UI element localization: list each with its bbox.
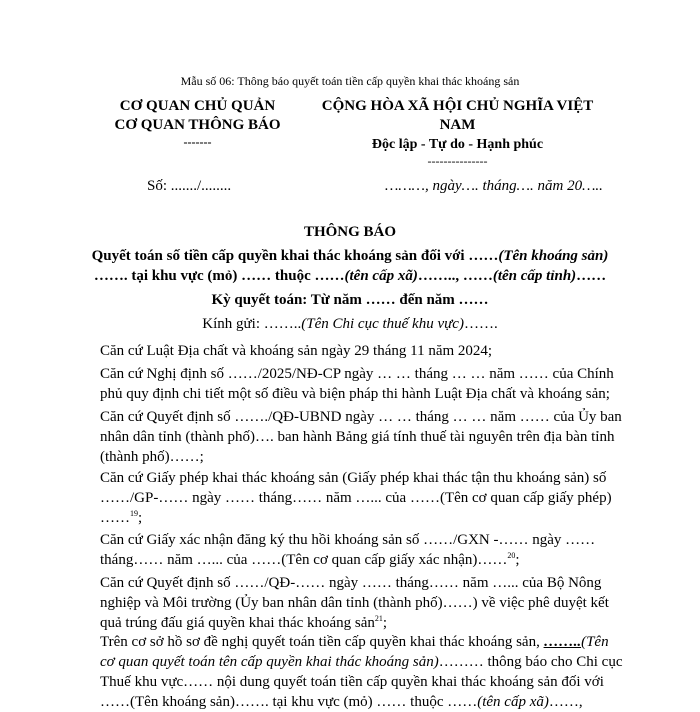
place-date: ………, ngày…. tháng…. năm 20….. <box>385 178 603 194</box>
parent-agency: CƠ QUAN CHỦ QUẢN <box>119 98 276 114</box>
notice-title: THÔNG BÁO <box>303 224 397 240</box>
basis-mining-license: Căn cứ Giấy phép khai thác khoáng sản (Giấy phép khai thác tận thu khoáng sản) số ……/GP-…… ngày …… tháng…… năm …... của ……(Tên cơ quan cấp giấy phép) ……$^{19}$; <box>100 470 612 526</box>
left-dashes: ------- <box>183 135 212 149</box>
form-title: Mẫu số 06: Thông báo quyết toán tiền cấp quyền khai thác khoáng sản <box>180 74 520 88</box>
document-number: Số: ......./........ <box>147 178 232 194</box>
national-motto: Độc lập - Tự do - Hạnh phúc <box>371 137 544 152</box>
national-header <box>300 97 615 168</box>
basis-auction-decision: Căn cứ Quyết định số ……/QĐ-…… ngày …… tháng…… năm …... của Bộ Nông nghiệp và Môi trường (Ủy ban nhân dân tỉnh (thành phố)……) về việc phê duyệt kết quả trúng đấu giá quyền khai thác khoáng sản$^{21}$; <box>100 575 609 631</box>
notice-body: Trên cơ sở hồ sơ đề nghị quyết toán tiền cấp quyền khai thác khoáng sản, ……..(Tên cơ quan quyết toán tên cấp quyền khai thác khoáng sản)……… thông báo cho Chi cục Thuế khu vực…… nội dung quyết toán tiền cấp quyền khai thác khoáng sản đối với ……(Tên khoáng sản)……. tại khu vực (mỏ) …… thuộc ……(tên cấp xã)……, <box>100 634 623 710</box>
agency-header <box>100 97 295 149</box>
country-name-line1: CỘNG HÒA XÃ HỘI CHỦ NGHĨA VIỆT <box>321 98 594 114</box>
settlement-period: Kỳ quyết toán: Từ năm …… đến năm …… <box>211 292 489 308</box>
basis-recovery-certificate: Căn cứ Giấy xác nhận đăng ký thu hồi khoáng sản số ……/GXN -…… ngày …… tháng…… năm …... của ……(Tên cơ quan cấp giấy xác nhận)……$^{20}$; <box>100 532 596 568</box>
issuing-agency: CƠ QUAN THÔNG BÁO <box>114 117 281 133</box>
basis-law: Căn cứ Luật Địa chất và khoáng sản ngày 29 tháng 11 năm 2024; <box>100 343 493 359</box>
basis-decree: Căn cứ Nghị định số ……/2025/NĐ-CP ngày … … tháng … … năm …… của Chính phủ quy định chi tiết một số điều và biện pháp thi hành Luật Địa chất và khoáng sản; <box>100 366 614 402</box>
basis-price-decision: Căn cứ Quyết định số ……./QĐ-UBND ngày … … tháng … … năm …… của Ủy ban nhân dân tỉnh (thành phố)…. ban hành Bảng giá tính thuế tài nguyên trên địa bàn tỉnh (thành phố)……; <box>100 409 622 465</box>
country-name-line2: NAM <box>439 117 476 133</box>
right-dashes: --------------- <box>427 154 488 168</box>
notice-subtitle: Quyết toán số tiền cấp quyền khai thác khoáng sản đối với ……(Tên khoáng sản) ……. tại khu vực (mỏ) …… thuộc ……(tên cấp xã)…….., ……(tên cấp tỉnh)…… <box>91 248 609 284</box>
recipient-line: Kính gửi: ……..(Tên Chi cục thuế khu vực)……. <box>202 316 498 332</box>
